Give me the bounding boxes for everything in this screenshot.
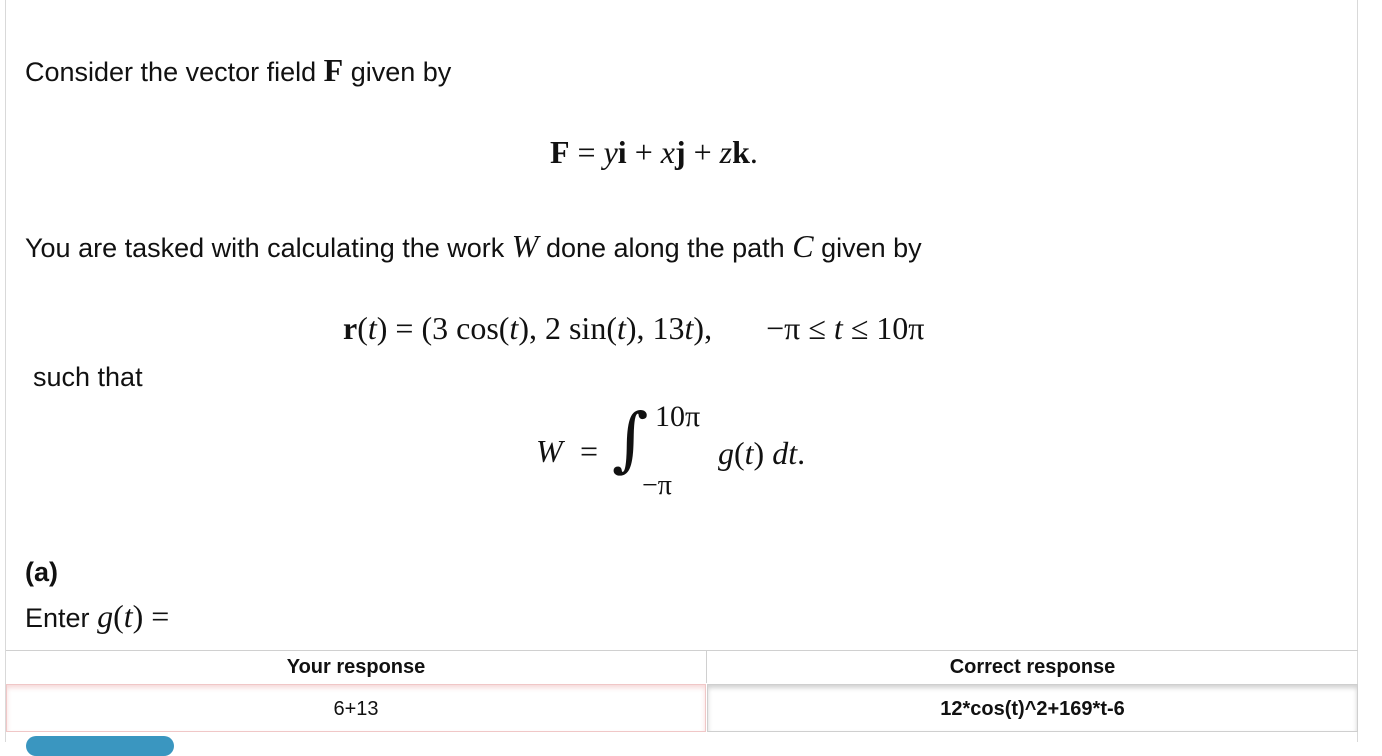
math-token: ) bbox=[753, 435, 765, 471]
math-token: y bbox=[603, 134, 618, 170]
math-token bbox=[97, 598, 169, 634]
math-token: ) bbox=[132, 598, 144, 634]
integral-sign-icon: ∫ bbox=[612, 398, 649, 480]
math-token: t bbox=[123, 598, 133, 634]
math-token: t bbox=[684, 310, 694, 346]
part-label: (a) bbox=[25, 557, 58, 587]
enter-prompt bbox=[25, 598, 169, 635]
math-token: i bbox=[617, 134, 627, 170]
lower-limit: −π bbox=[642, 470, 672, 501]
math-token: r bbox=[343, 310, 358, 346]
work-text: You are tasked with calculating the work bbox=[25, 233, 505, 263]
math-token: t bbox=[367, 310, 377, 346]
path-equation bbox=[343, 310, 924, 347]
correct-response-cell: 12*cos(t)^2+169*t-6 bbox=[707, 684, 1358, 732]
math-token: ≤ 10π bbox=[850, 310, 925, 346]
math-token: ( bbox=[734, 435, 745, 471]
math-token: g bbox=[718, 435, 734, 471]
math-token: . bbox=[797, 435, 806, 471]
such-that-text: such that bbox=[33, 362, 143, 392]
math-token: ), bbox=[693, 310, 713, 346]
math-token: ( bbox=[113, 598, 124, 634]
math-token: F bbox=[550, 134, 570, 170]
your-response-cell: 6+13 bbox=[6, 684, 706, 732]
math-token: + bbox=[693, 134, 712, 170]
math-token: Enter bbox=[25, 603, 90, 633]
math-token: j bbox=[674, 134, 686, 170]
work-symbol: W bbox=[511, 228, 539, 264]
problem-container bbox=[5, 0, 1358, 742]
math-token: ), 2 sin( bbox=[518, 310, 617, 346]
math-token: z bbox=[719, 134, 733, 170]
math-token: −π ≤ bbox=[766, 310, 826, 346]
field-equation bbox=[550, 134, 758, 171]
math-token: W bbox=[536, 433, 563, 469]
field-symbol: F bbox=[323, 52, 344, 88]
math-token: g bbox=[97, 598, 114, 634]
math-token: t bbox=[744, 435, 754, 471]
math-token: + bbox=[634, 134, 653, 170]
work-mid-text: done along the path bbox=[545, 233, 785, 263]
math-token: t bbox=[788, 435, 798, 471]
math-token: ), 13 bbox=[625, 310, 685, 346]
math-token: ) bbox=[376, 310, 388, 346]
math-token: (3 cos( bbox=[421, 310, 510, 346]
math-token: t bbox=[509, 310, 519, 346]
math-token: t bbox=[833, 310, 843, 346]
math-token bbox=[718, 435, 805, 472]
work-suffix: given by bbox=[821, 233, 922, 263]
submit-button[interactable] bbox=[26, 736, 174, 756]
math-token: k bbox=[732, 134, 750, 170]
math-token: = bbox=[395, 310, 414, 346]
math-token: t bbox=[616, 310, 626, 346]
response-table bbox=[6, 650, 1358, 743]
intro-suffix: given by bbox=[350, 57, 452, 87]
math-token: ( bbox=[357, 310, 368, 346]
upper-limit: 10π bbox=[655, 400, 701, 433]
path-symbol: C bbox=[792, 228, 814, 264]
math-token: x bbox=[660, 134, 675, 170]
math-token: . bbox=[749, 134, 758, 170]
math-token: = bbox=[151, 598, 170, 634]
your-response-header: Your response bbox=[6, 651, 707, 683]
intro-text: Consider the vector field bbox=[25, 57, 317, 87]
correct-response-header: Correct response bbox=[949, 656, 1116, 678]
math-token: = bbox=[580, 433, 599, 469]
intro-line bbox=[25, 52, 451, 89]
work-line bbox=[25, 228, 922, 265]
math-token: = bbox=[577, 134, 596, 170]
math-token: d bbox=[772, 435, 789, 471]
